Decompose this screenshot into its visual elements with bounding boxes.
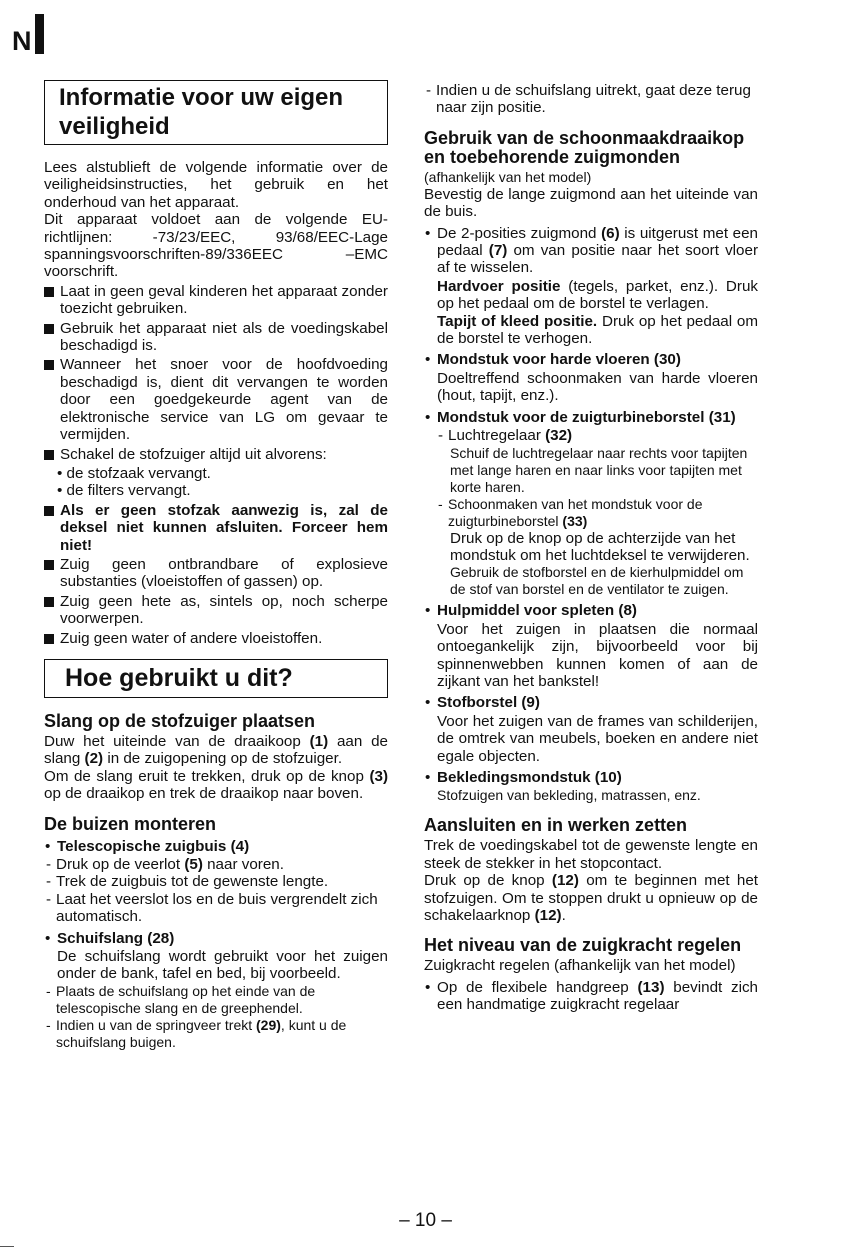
suction-paragraph: Zuigkracht regelen (afhankelijk van het model): [424, 957, 736, 975]
hose-paragraph-2: Om de slang eruit te trekken, druk op de knop (3) op de draaikop en trek de draaikop naar boven.: [44, 767, 388, 803]
carpet-position: Tapijt of kleed positie. Druk op het pedaal om de borstel te verhogen.: [437, 312, 758, 348]
item-turbo-brush-nozzle: • Mondstuk voor de zuigturbineborstel (31): [424, 409, 758, 426]
crevice-tool-text: Voor het zuigen in plaatsen die normaal ontoegankelijk zijn, bijvoorbeeld voor bij spinnenwebben kunnen komen of aan de zijkant van het bankstel!: [437, 620, 758, 690]
hose-paragraph-1: Duw het uiteinde van de draaikoop (1) aan de slang (2) in de zuigopening op de stofzuiger.: [44, 732, 388, 768]
connect-paragraph-1: Trek de voedingskabel tot de gewenste lengte en steek de stekker in het stopcontact.: [424, 837, 758, 872]
turbo-cleaning: - Schoonmaken van het mondstuk voor de zuigturbineborstel (33): [424, 496, 758, 530]
model-note: (afhankelijk van het model): [424, 168, 592, 185]
heading-connect: Aansluiten en in werken zetten: [424, 815, 688, 836]
heading-tubes: De buizen monteren: [44, 813, 217, 834]
safety-item-cord: Wanneer het snoer voor de hoofdvoeding beschadigd is, dient dit vervangen te worden door een goedgekeurde agent van de elektronische service van LG om gevaar te vermijden.: [44, 356, 388, 443]
language-marker: [12, 14, 44, 57]
section-title-usage: Hoe gebruikt u dit?: [44, 659, 388, 698]
turbo-cleaning-text-1: Druk op de knop op de achterzijde van het mondstuk om het luchtdeksel te verwijderen.: [450, 529, 750, 564]
heading-hose: Slang op de stofzuiger plaatsen: [44, 710, 316, 731]
hard-floor-position: Hardvoer positie (tegels, parket, enz.). Druk op het pedaal om de borstel te verlagen.: [437, 277, 758, 313]
safety-item-switch-off: Schakel de stofzuiger altijd uit alvorens:: [44, 446, 388, 463]
safety-item-cable: Gebruik het apparaat niet als de voedingskabel beschadigd is.: [44, 320, 388, 355]
safety-item-flammable: Zuig geen ontbrandbare of explosieve substanties (vloeistoffen of gassen) op.: [44, 556, 388, 591]
air-regulator-text: Schuif de luchtregelaar naar rechts voor tapijten met lange haren en naar links voor tapijten met korte haren.: [450, 444, 748, 495]
heading-suction-level: Het niveau van de zuigkracht regelen: [424, 935, 742, 956]
item-slide-hose: • Schuifslang (28): [44, 930, 388, 947]
dust-brush-text: Voor het zuigen van de frames van schilderijen, de omtrek van meubels, boeken en andere niet egale objecten.: [437, 712, 758, 765]
slide-hose-continued: - Indien u de schuifslang uitrekt, gaat deze terug naar zijn positie.: [424, 82, 758, 117]
tele-step-2: - Trek de zuigbuis tot de gewenste lengte.: [44, 873, 388, 890]
attach-paragraph: Bevestig de lange zuigmond aan het uiteinde van de buis.: [424, 185, 758, 221]
safety-item-hot-ash: Zuig geen hete as, sintels op, noch scherpe voorwerpen.: [44, 593, 388, 628]
connect-paragraph-2: Druk op de knop (12) om te beginnen met het stofzuigen. Om te stoppen drukt u opnieuw op de schakelaarknop (12).: [424, 872, 759, 924]
heading-accessories: Gebruik van de schoonmaakdraaikop en toebehorende zuigmonden: [424, 127, 745, 167]
tele-step-3: - Laat het veerslot los en de buis vergrendelt zich automatisch.: [44, 891, 388, 926]
air-regulator: - Luchtregelaar (32): [424, 427, 758, 444]
hard-floor-nozzle-text: Doeltreffend schoonmaken van harde vloeren (hout, tapijt, enz.).: [437, 369, 758, 405]
intro-paragraph: Lees alstublieft de volgende informatie over de veiligheidsinstructies, het gebruik en het onderhoud van het apparaat.: [44, 159, 388, 211]
left-column: [44, 80, 388, 1051]
safety-item-no-bag: [44, 502, 388, 554]
item-upholstery-nozzle: • Bekledingsmondstuk (10): [424, 769, 758, 786]
slide-hose-step-2: - Indien u van de springveer trekt (29), kunt u de schuifslang buigen.: [44, 1017, 388, 1051]
item-crevice-tool: • Hulpmiddel voor spleten (8): [424, 602, 758, 619]
item-two-position-nozzle: • De 2-posities zuigmond (6) is uitgerust met een pedaal (7) om van positie naar het soort vloer af te wisselen.: [424, 225, 758, 277]
turbo-cleaning-text-2: Gebruik de stofborstel en de kierhulpmiddel om de stof van borstel en de ventilator te zuigen.: [450, 564, 744, 598]
item-dust-brush: • Stofborstel (9): [424, 694, 758, 711]
slide-hose-step-1: - Plaats de schuifslang op het einde van de telescopische slang en de greephendel.: [44, 983, 388, 1017]
language-code: N: [12, 26, 33, 56]
right-column: [424, 82, 758, 1015]
slide-hose-paragraph: De schuifslang wordt gebruikt voor het zuigen onder de bank, tafel en bed, bij voorbeeld.: [57, 948, 388, 983]
tele-step-1: - Druk op de veerlot (5) naar voren.: [44, 856, 388, 873]
item-handle-regulator: • Op de flexibele handgreep (13) bevindt zich een handmatige zuigkracht regelaar: [424, 979, 758, 1014]
item-hard-floor-nozzle: • Mondstuk voor harde vloeren (30): [424, 351, 758, 368]
upholstery-nozzle-text: Stofzuigen van bekleding, matrassen, enz.: [437, 787, 701, 804]
safety-subitem-bag: • de stofzaak vervangt.: [57, 464, 211, 482]
directives-paragraph: Dit apparaat voldoet aan de volgende EU-richtlijnen: -73/23/EEC, 93/68/EEC-Lage spanningsvoorschriften-89/336EEC –EMC voorschrift.: [44, 211, 388, 281]
page-number: – 10 –: [399, 1210, 452, 1231]
safety-item-no-bag-text: Als er geen stofzak aanwezig is, zal de deksel niet kunnen afsluiten. Forceer hem niet!: [60, 501, 388, 554]
section-title-safety: Informatie voor uw eigen veiligheid: [44, 80, 388, 145]
item-telescopic-tube: • Telescopische zuigbuis (4): [44, 838, 388, 855]
safety-item-children: Laat in geen geval kinderen het apparaat zonder toezicht gebruiken.: [44, 283, 388, 318]
safety-item-water: Zuig geen water of andere vloeistoffen.: [44, 630, 388, 647]
safety-subitem-filters: • de filters vervangt.: [57, 482, 191, 500]
language-bar: [35, 14, 44, 54]
